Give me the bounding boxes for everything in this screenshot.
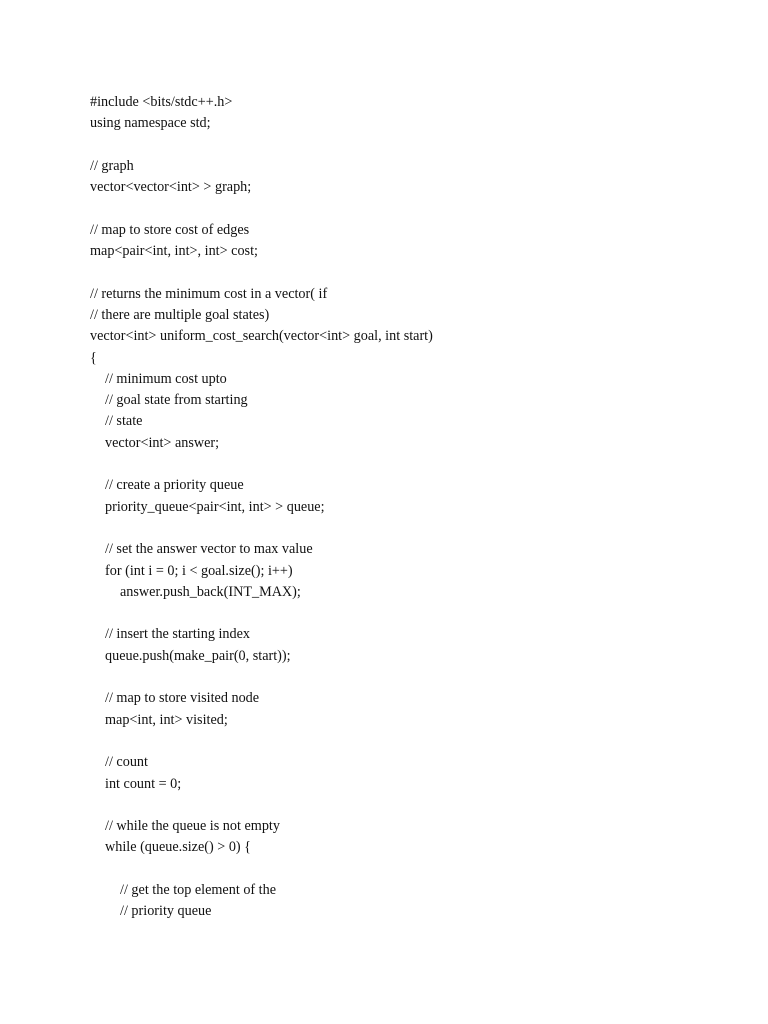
code-line: map<int, int> visited;: [105, 711, 228, 728]
code-line: // minimum cost upto: [105, 370, 227, 387]
code-line: // returns the minimum cost in a vector( if: [90, 285, 328, 302]
code-line: vector<vector<int> > graph;: [90, 179, 252, 196]
code-line: [90, 518, 730, 539]
code-line: int count = 0;: [105, 775, 182, 792]
code-line: // map to store cost of edges: [90, 221, 250, 238]
code-line: #include <bits/stdc++.h>: [90, 94, 233, 110]
code-line: [90, 603, 730, 624]
code-line: // priority queue: [120, 903, 212, 920]
code-line: queue.push(make_pair(0, start));: [105, 647, 291, 664]
code-line: {: [90, 349, 97, 366]
code-line: // graph: [90, 157, 134, 174]
code-line: for (int i = 0; i < goal.size(); i++): [105, 562, 293, 579]
code-line: [90, 198, 730, 219]
code-line: [90, 262, 730, 283]
code-line: // get the top element of the: [120, 881, 277, 898]
code-line: [90, 731, 730, 752]
code-line: priority_queue<pair<int, int> > queue;: [105, 498, 325, 515]
code-line: [90, 667, 730, 688]
code-line: answer.push_back(INT_MAX);: [120, 583, 301, 600]
code-listing: [90, 92, 730, 923]
code-line: [90, 859, 730, 880]
code-line: using namespace std;: [90, 115, 211, 132]
code-line: // create a priority queue: [105, 477, 244, 494]
code-line: [90, 795, 730, 816]
code-line: // insert the starting index: [105, 626, 250, 643]
code-line: map<pair<int, int>, int> cost;: [90, 243, 258, 260]
code-line: [90, 135, 730, 156]
code-line: [90, 454, 730, 475]
code-line: vector<int> uniform_cost_search(vector<int> goal, int start): [90, 328, 433, 345]
code-line: // count: [105, 754, 148, 771]
code-line: while (queue.size() > 0) {: [105, 839, 251, 856]
code-line: vector<int> answer;: [105, 434, 220, 451]
code-line: // while the queue is not empty: [105, 818, 280, 835]
code-line: // goal state from starting: [105, 392, 248, 409]
code-line: // map to store visited node: [105, 690, 260, 707]
code-line: // set the answer vector to max value: [105, 541, 313, 558]
code-line: // there are multiple goal states): [90, 306, 270, 323]
code-line: // state: [105, 413, 143, 430]
